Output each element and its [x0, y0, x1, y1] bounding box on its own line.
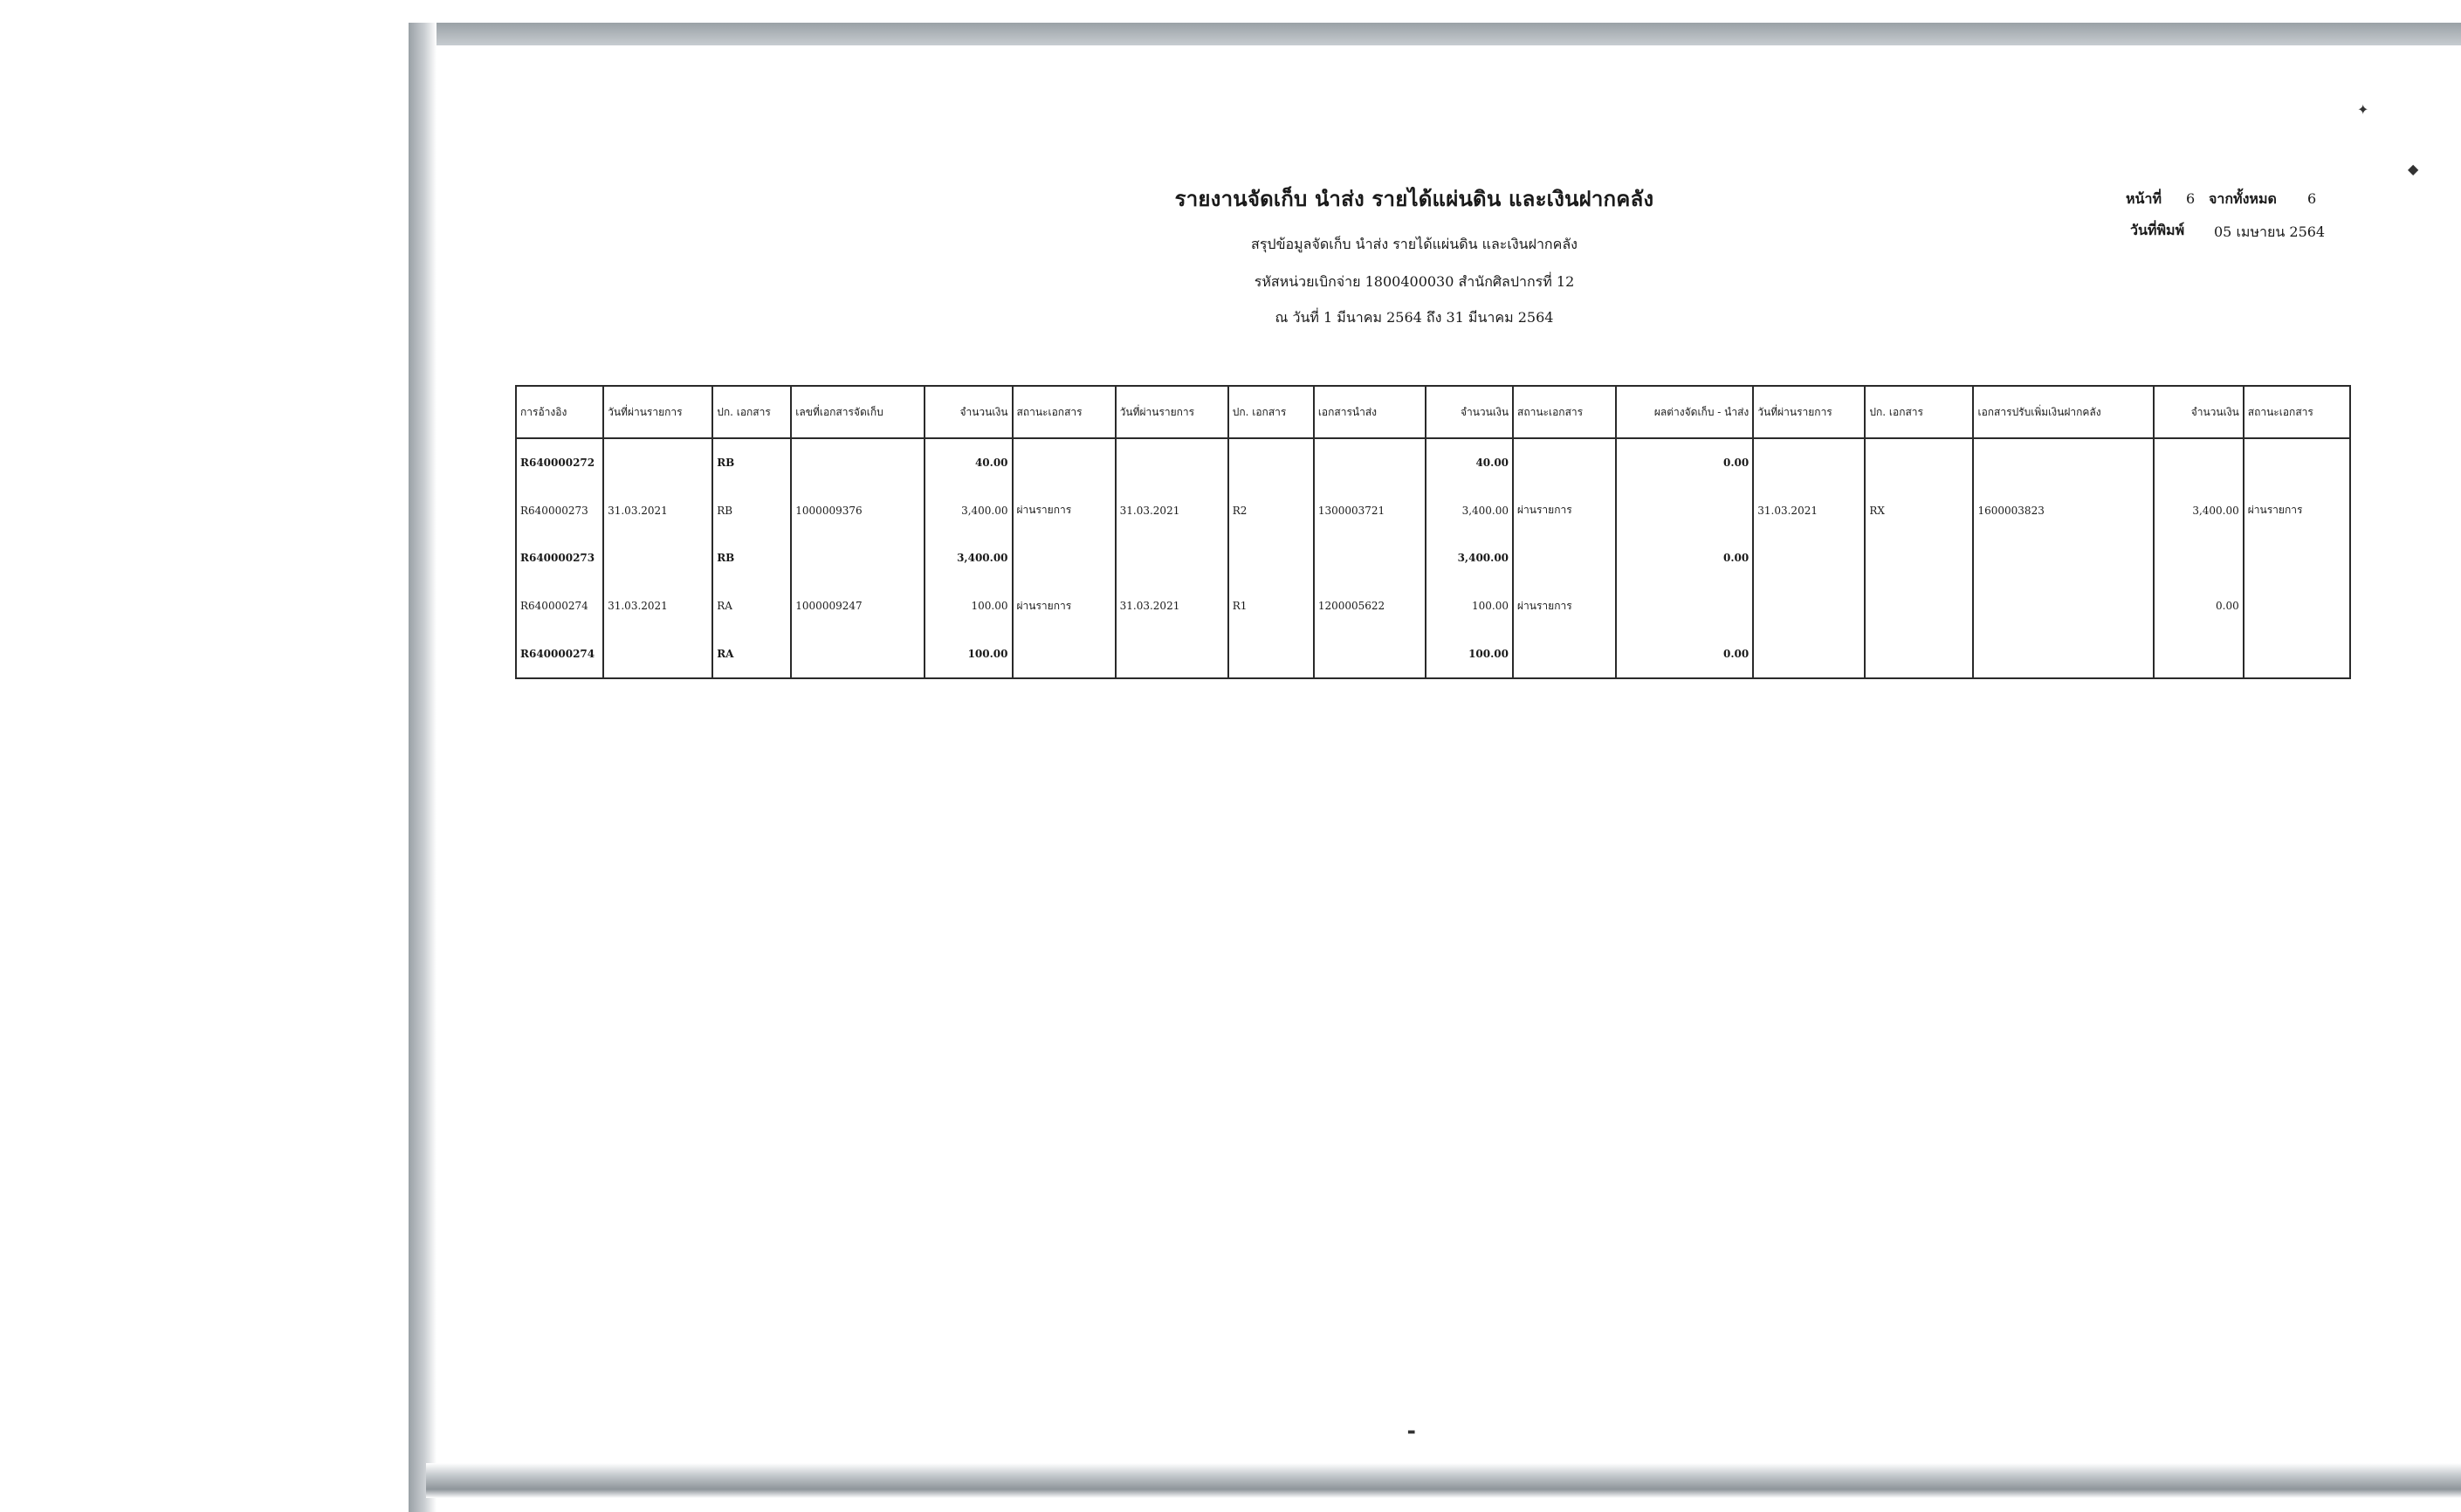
- table-cell: [1228, 629, 1314, 678]
- table-cell: [1314, 629, 1426, 678]
- table-cell: ผ่านรายการ: [2244, 487, 2350, 535]
- column-header: ปก. เอกสาร: [1865, 386, 1973, 438]
- table-cell: [2244, 629, 2350, 678]
- column-header: วันที่ผ่านรายการ: [603, 386, 712, 438]
- table-cell: 3,400.00: [2154, 487, 2244, 535]
- table-cell: 40.00: [1426, 438, 1513, 487]
- report-table: [515, 385, 2351, 679]
- report-title: รายงานจัดเก็บ นำส่ง รายได้แผ่นดิน และเงินฝากคลัง: [1174, 186, 1654, 211]
- table-cell: 31.03.2021: [1753, 487, 1865, 535]
- table-cell: 1000009376: [791, 487, 925, 535]
- table-cell: 100.00: [925, 582, 1012, 630]
- table-cell: [1116, 438, 1228, 487]
- table-cell: [1753, 534, 1865, 582]
- table-cell: [1513, 438, 1616, 487]
- table-row: [516, 582, 2350, 630]
- table-cell: RA: [712, 582, 791, 630]
- column-header: วันที่ผ่านรายการ: [1116, 386, 1228, 438]
- table-cell: 0.00: [2154, 582, 2244, 630]
- table-cell: [1314, 438, 1426, 487]
- table-cell: [791, 629, 925, 678]
- column-header: จำนวนเงิน: [925, 386, 1012, 438]
- table-cell: [1865, 629, 1973, 678]
- page-number: 6: [2186, 190, 2196, 207]
- scan-shadow-bottom: [426, 1463, 2461, 1498]
- table-cell: [2154, 438, 2244, 487]
- column-header: เอกสารนำส่ง: [1314, 386, 1426, 438]
- page-number-label: หน้าที่: [2126, 190, 2162, 207]
- scan-shadow-top: [409, 0, 2461, 45]
- table-cell: ผ่านรายการ: [1013, 582, 1116, 630]
- table-cell: [1973, 534, 2153, 582]
- table-cell: 100.00: [1426, 629, 1513, 678]
- table-cell: RX: [1865, 487, 1973, 535]
- table-cell: RB: [712, 438, 791, 487]
- table-cell: RA: [712, 629, 791, 678]
- table-cell: [603, 534, 712, 582]
- scan-shadow-left: [409, 23, 437, 1512]
- table-cell: [1116, 534, 1228, 582]
- table-cell: 1600003823: [1973, 487, 2153, 535]
- table-cell: [603, 438, 712, 487]
- table-cell: [1013, 629, 1116, 678]
- table-cell: [2244, 534, 2350, 582]
- table-cell: [1013, 438, 1116, 487]
- table-cell: [1865, 582, 1973, 630]
- table-cell: 1300003721: [1314, 487, 1426, 535]
- table-cell: [791, 438, 925, 487]
- table-cell: 1200005622: [1314, 582, 1426, 630]
- table-cell: ผ่านรายการ: [1513, 582, 1616, 630]
- print-date-label: วันที่พิมพ์: [2130, 222, 2185, 238]
- table-cell: ผ่านรายการ: [1013, 487, 1116, 535]
- table-cell: 100.00: [925, 629, 1012, 678]
- table-cell: 0.00: [1616, 438, 1753, 487]
- table-cell: 3,400.00: [925, 534, 1012, 582]
- table-cell: [1013, 534, 1116, 582]
- table-cell: [1865, 534, 1973, 582]
- column-header: เอกสารปรับเพิ่มเงินฝากคลัง: [1973, 386, 2153, 438]
- total-pages-label: จากทั้งหมด: [2209, 190, 2277, 207]
- table-cell: [2244, 582, 2350, 630]
- report-sheet: [437, 45, 2461, 1465]
- table-cell: R640000274: [516, 629, 603, 678]
- table-row: [516, 534, 2350, 582]
- table-cell: 31.03.2021: [1116, 487, 1228, 535]
- table-row: [516, 487, 2350, 535]
- table-cell: 40.00: [925, 438, 1012, 487]
- report-date-range: ณ วันที่ 1 มีนาคม 2564 ถึง 31 มีนาคม 2564: [1275, 309, 1554, 326]
- table-cell: [791, 534, 925, 582]
- print-date: 05 เมษายน 2564: [2214, 223, 2326, 240]
- table-cell: 31.03.2021: [1116, 582, 1228, 630]
- table-cell: [2154, 629, 2244, 678]
- table-cell: RB: [712, 534, 791, 582]
- table-cell: 31.03.2021: [603, 487, 712, 535]
- table-cell: [1228, 438, 1314, 487]
- table-cell: [1314, 534, 1426, 582]
- table-cell: [1973, 582, 2153, 630]
- column-header: วันที่ผ่านรายการ: [1753, 386, 1865, 438]
- table-cell: [1973, 438, 2153, 487]
- column-header: จำนวนเงิน: [1426, 386, 1513, 438]
- table-cell: 1000009247: [791, 582, 925, 630]
- table-cell: [1616, 582, 1753, 630]
- table-cell: 100.00: [1426, 582, 1513, 630]
- table-cell: [1116, 629, 1228, 678]
- table-cell: 3,400.00: [1426, 534, 1513, 582]
- table-cell: [2154, 534, 2244, 582]
- table-cell: R1: [1228, 582, 1314, 630]
- table-cell: 0.00: [1616, 534, 1753, 582]
- scan-speck: ▬: [1407, 1427, 1416, 1437]
- table-header-row: [516, 386, 2350, 438]
- table-cell: 3,400.00: [925, 487, 1012, 535]
- column-header: ปก. เอกสาร: [1228, 386, 1314, 438]
- table-cell: [1865, 438, 1973, 487]
- column-header: จำนวนเงิน: [2154, 386, 2244, 438]
- column-header: ผลต่างจัดเก็บ - นำส่ง: [1616, 386, 1753, 438]
- column-header: สถานะเอกสาร: [1513, 386, 1616, 438]
- table-cell: [1513, 534, 1616, 582]
- column-header: สถานะเอกสาร: [1013, 386, 1116, 438]
- table-cell: [1228, 534, 1314, 582]
- table-cell: 31.03.2021: [603, 582, 712, 630]
- report-subtitle: สรุปข้อมูลจัดเก็บ นำส่ง รายได้แผ่นดิน และเงินฝากคลัง: [1251, 236, 1578, 252]
- column-header: การอ้างอิง: [516, 386, 603, 438]
- table-row: [516, 438, 2350, 487]
- column-header: สถานะเอกสาร: [2244, 386, 2350, 438]
- table-cell: R640000274: [516, 582, 603, 630]
- report-unit-line: รหัสหน่วยเบิกจ่าย 1800400030 สำนักศิลปากรที่ 12: [1254, 273, 1575, 290]
- table-cell: [1513, 629, 1616, 678]
- table-cell: RB: [712, 487, 791, 535]
- table-row: [516, 629, 2350, 678]
- total-pages: 6: [2307, 190, 2317, 207]
- table-cell: [603, 629, 712, 678]
- table-cell: R640000272: [516, 438, 603, 487]
- table-cell: R2: [1228, 487, 1314, 535]
- table-cell: ผ่านรายการ: [1513, 487, 1616, 535]
- table-cell: [1616, 487, 1753, 535]
- table-cell: R640000273: [516, 487, 603, 535]
- table-cell: 0.00: [1616, 629, 1753, 678]
- column-header: ปก. เอกสาร: [712, 386, 791, 438]
- scan-speck: ◆: [2408, 161, 2419, 177]
- table-cell: R640000273: [516, 534, 603, 582]
- scan-speck: ✦: [2357, 101, 2369, 118]
- table-cell: [1753, 438, 1865, 487]
- table-cell: [1753, 629, 1865, 678]
- table-cell: [1753, 582, 1865, 630]
- table-cell: 3,400.00: [1426, 487, 1513, 535]
- table-cell: [2244, 438, 2350, 487]
- table-cell: [1973, 629, 2153, 678]
- column-header: เลขที่เอกสารจัดเก็บ: [791, 386, 925, 438]
